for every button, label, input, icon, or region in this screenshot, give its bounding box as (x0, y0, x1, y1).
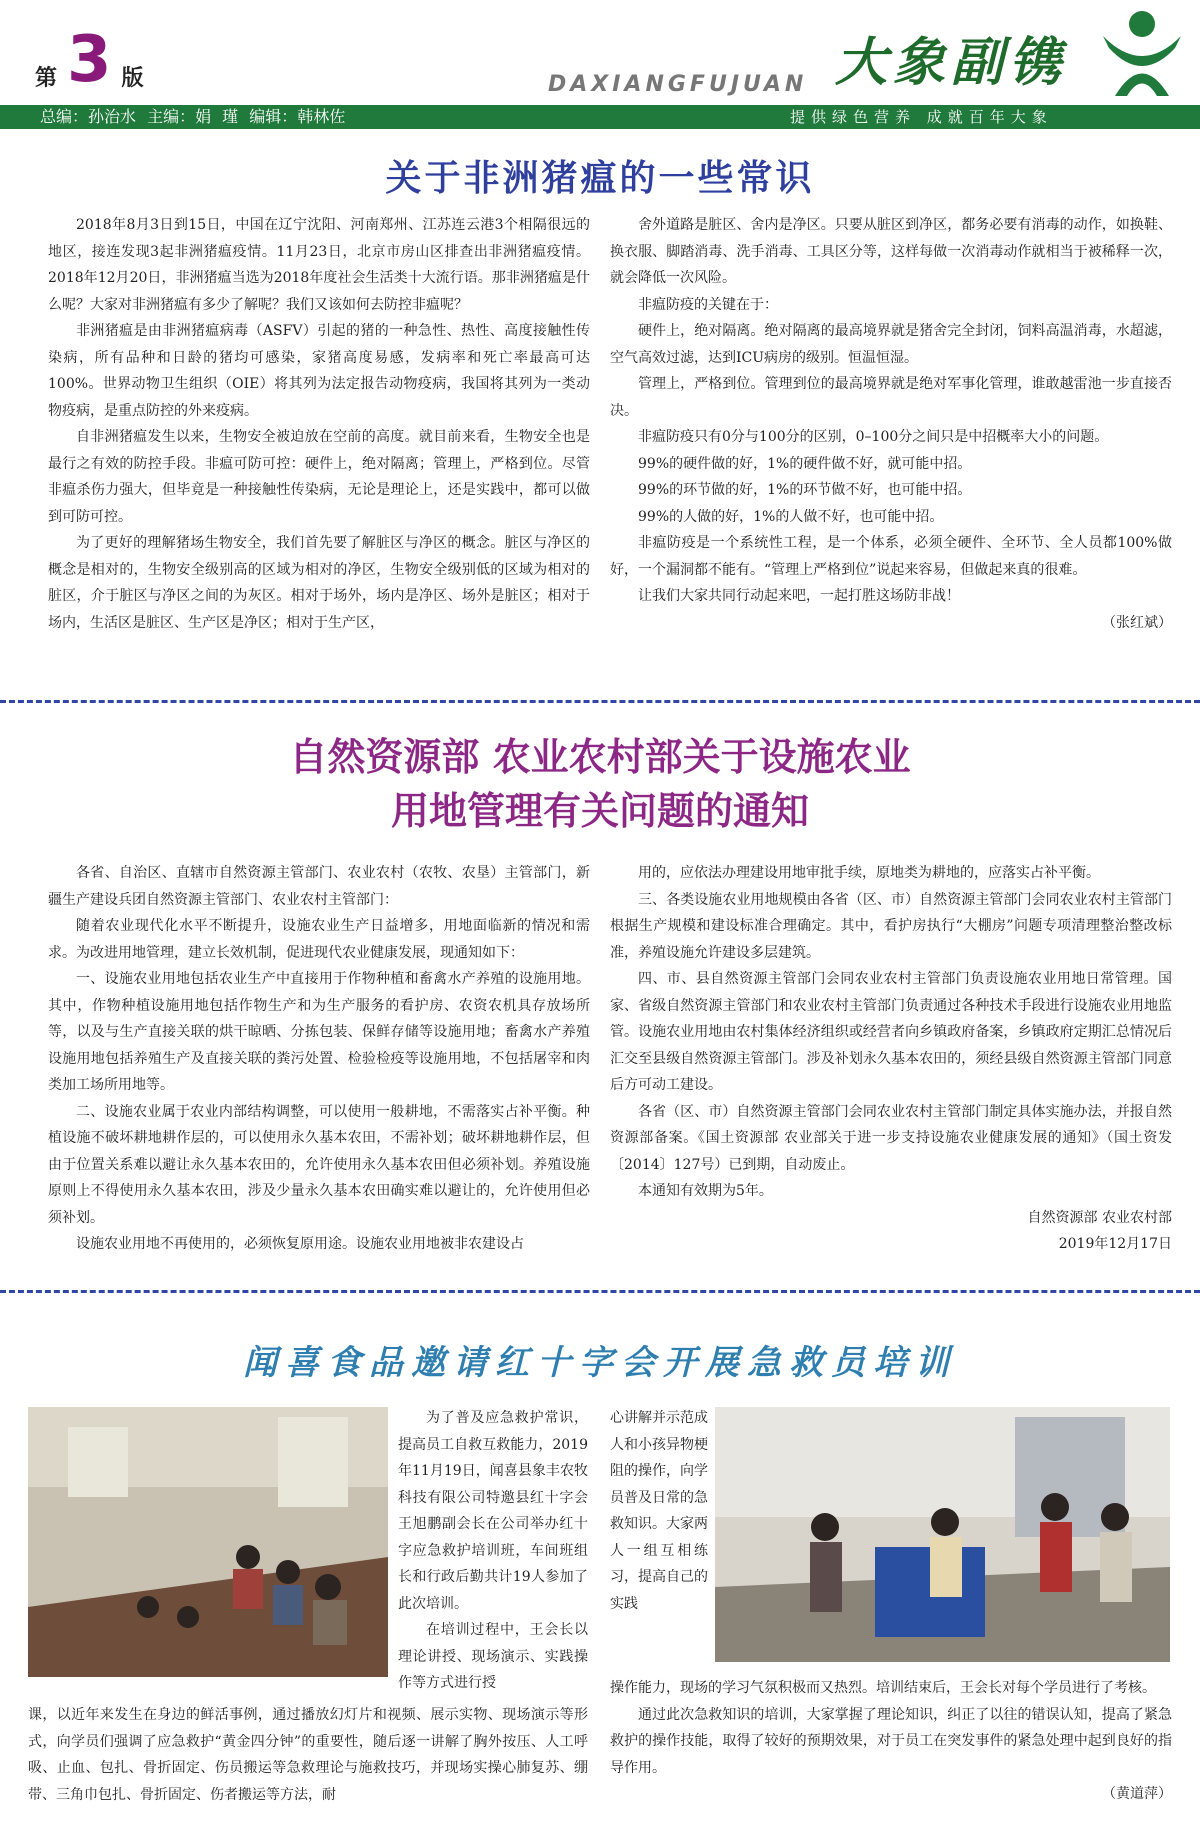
training-photo-practice (715, 1407, 1170, 1662)
masthead (0, 0, 1200, 135)
paragraph: 课，以近年来发生在身边的鲜活事例，通过播放幻灯片和视频、展示实物、现场演示等形式，向学员们强调了应急救护“黄金四分钟”的重要性，随后逐一讲解了胸外按压、人工呼吸、止血、包扎、骨折固定、伤员搬运等急救理论与施救技巧，并现场实操心肺复苏、绷带、三角巾包扎、骨折固定、伤者搬运等方法，耐 (28, 1707, 588, 1803)
paragraph: 设施农业用地不再使用的，必须恢复原用途。设施农业用地被非农建设占 (76, 1236, 524, 1252)
paragraph: 非洲猪瘟是由非洲猪瘟病毒（ASFV）引起的猪的一种急性、热性、高度接触性传染病，所有品种和日龄的猪均可感染，家猪高度易感，发病率和死亡率最高可达100%。世界动物卫生组织（OIE）将其列为法定报告动物疫病，我国将其列为一类动物疫病，是重点防控的外来疫病。 (48, 323, 590, 419)
article1-title: 关于非洲猪瘟的一些常识 (385, 158, 815, 199)
section-divider (0, 700, 1200, 703)
paragraph: 99%的硬件做的好，1%的硬件做不好，就可能中招。 (638, 455, 972, 472)
article3-title: 闻喜食品邀请红十字会开展急救员培训 (243, 1343, 957, 1383)
paragraph: 2019年12月17日 (1058, 1236, 1172, 1252)
paragraph: 舍外道路是脏区、舍内是净区。只要从脏区到净区，都务必要有消毒的动作，如换鞋、换衣服、脚踏消毒、洗手消毒、工具区分等，这样每做一次消毒动作就相当于被稀释一次，就会降低一次风险。 (610, 217, 1172, 286)
paragraph: 操作能力，现场的学习气氛积极而又热烈。培训结束后，王会长对每个学员进行了考核。 (610, 1680, 1156, 1696)
article3-column-b (610, 1405, 708, 1617)
paragraph: 三、各类设施农业用地规模由各省（区、市）自然资源主管部门会同农业农村主管部门根据生产规模和建设标准合理确定。其中，看护房执行“大棚房”问题专项清理整治整改标准，养殖设施允许建设多层建筑。 (610, 891, 1172, 961)
article2-left-column (48, 860, 590, 1258)
paragraph: 自非洲猪瘟发生以来，生物安全被迫放在空前的高度。就目前来看，生物安全也是最行之有效的防控手段。非瘟可防可控：硬件上，绝对隔离；管理上，严格到位。尽管非瘟杀伤力强大，但毕竟是一种接触性传染病，无论是理论上，还是实践中，都可以做到可防可控。 (48, 429, 590, 525)
paragraph: 二、设施农业属于农业内部结构调整，可以使用一般耕地，不需落实占补平衡。种植设施不破坏耕地耕作层的，可以使用永久基本农田，不需补划；破坏耕地耕作层，但由于位置关系难以避让永久基本农田的，允许使用永久基本农田但必须补划。养殖设施原则上不得使用永久基本农田，涉及少量永久基本农田确实难以避让的，允许使用但必须补划。 (48, 1103, 590, 1226)
paragraph: 管理上，严格到位。管理到位的最高境界就是绝对军事化管理，谁敢越雷池一步直接否决。 (610, 376, 1172, 419)
training-photo-classroom (28, 1407, 388, 1677)
paragraph: 通过此次急救知识的培训，大家掌握了理论知识，纠正了以往的错误认知，提高了紧急救护的操作技能，取得了较好的预期效果，对于员工在突发事件的紧急处理中起到良好的指导作用。 (610, 1706, 1172, 1776)
article2-title (0, 730, 1200, 838)
paragraph: 99%的人做的好，1%的人做不好，也可能中招。 (638, 508, 944, 525)
paragraph: 99%的环节做的好，1%的环节做不好，也可能中招。 (638, 482, 972, 498)
article3-bottom-left (28, 1702, 588, 1808)
paragraph: 硬件上，绝对隔离。绝对隔离的最高境界就是猪舍完全封闭，饲料高温消毒，水超滤，空气高效过滤，达到ICU病房的级别。恒温恒湿。 (610, 323, 1172, 366)
edition-suffix: 版 (121, 65, 144, 91)
article2-right-column (610, 860, 1172, 1258)
paragraph: 各省（区、市）自然资源主管部门会同农业农村主管部门制定具体实施办法，并报自然资源部备案。《国土资源部 农业部关于进一步支持设施农业健康发展的通知》（国土资发〔2014〕127号）已到期，自动废止。 (610, 1103, 1172, 1173)
masthead-pinyin: DAXIANGFUJUAN (548, 72, 808, 97)
article1-left-column (48, 212, 590, 636)
paragraph: 心讲解并示范成人和小孩异物梗阻的操作，向学员普及日常的急救知识。大家两人一组互相练习，提高自己的实践 (610, 1410, 708, 1612)
article1-right-column (610, 212, 1172, 636)
paragraph: 非瘟防疫只有0分与100分的区别，0–100分之间只是中招概率大小的问题。 (638, 429, 1109, 445)
paragraph: 四、市、县自然资源主管部门会同农业农村主管部门负责设施农业用地日常管理。国家、省级自然资源主管部门和农业农村主管部门负责通过各种技术手段进行设施农业用地监管。设施农业用地由农村集体经济组织或经营者向乡镇政府备案，乡镇政府定期汇总情况后汇交至县级自然资源主管部门。涉及补划永久基本农田的，须经县级自然资源主管部门同意后方可动工建设。 (610, 971, 1172, 1093)
paragraph: 用的，应依法办理建设用地审批手续，原地类为耕地的，应落实占补平衡。 (638, 865, 1100, 881)
editor-credits: 总编：孙治水 主编：娟 瑾 编辑：韩林佐 (40, 107, 346, 126)
paragraph: 随着农业现代化水平不断提升，设施农业生产日益增多，用地面临新的情况和需求。为改进用地管理，建立长效机制，促进现代农业健康发展，现通知如下： (48, 918, 590, 961)
edition-label (35, 23, 144, 97)
paragraph: 非瘟防疫是一个系统性工程，是一个体系，必须全硬件、全环节、全人员都100%做好，一个漏洞都不能有。“管理上严格到位”说起来容易，但做起来真的很难。 (610, 535, 1172, 578)
paragraph: 非瘟防疫的关键在于： (638, 296, 778, 313)
article3-column-a (398, 1405, 588, 1697)
paragraph: 让我们大家共同行动起来吧，一起打胜这场防非战！ (638, 588, 960, 604)
masthead-brand: 大象副镌 (835, 32, 1068, 93)
article2-title-line2: 用地管理有关问题的通知 (390, 789, 809, 833)
paragraph: 为了普及应急救护常识，提高员工自救互救能力，2019年11月19日，闻喜县象丰农牧科技有限公司特邀县红十字会王旭鹏副会长在公司举办红十字应急救护培训班，车间班组长和行政后勤共计19人参加了此次培训。 (398, 1410, 588, 1612)
paragraph: （张红斌） (1102, 614, 1172, 631)
paragraph: 为了更好的理解猪场生物安全，我们首先要了解脏区与净区的概念。脏区与净区的概念是相对的，生物安全级别高的区域为相对的净区，生物安全级别低的区域为相对的脏区，介于脏区与净区之间的为灰区。相对于场外，场内是净区、场外是脏区；相对于场内，生活区是脏区、生产区是净区；相对于生产区， (48, 535, 590, 631)
paragraph: 自然资源部 农业农村部 (1027, 1209, 1172, 1226)
article2-title-line1: 自然资源部 农业农村部关于设施农业 (289, 735, 911, 779)
elephant-logo-icon (1095, 6, 1190, 101)
paragraph: 2018年8月3日到15日，中国在辽宁沈阳、河南郑州、江苏连云港3个相隔很远的地区，接连发现3起非洲猪瘟疫情。11月23日，北京市房山区排查出非洲猪瘟疫情。2018年12月20日，非洲猪瘟当选为2018年度社会生活类十大流行语。那非洲猪瘟是什么呢？大家对非洲猪瘟有多少了解呢？我们又该如何去防控非瘟呢？ (48, 217, 590, 313)
paragraph: （黄道萍） (1102, 1786, 1172, 1802)
edition-number: 3 (67, 23, 112, 97)
section-divider (0, 1290, 1200, 1293)
paragraph: 本通知有效期为5年。 (638, 1183, 773, 1199)
edition-prefix: 第 (35, 65, 58, 91)
paragraph: 一、设施农业用地包括农业生产中直接用于作物种植和畜禽水产养殖的设施用地。其中，作物种植设施用地包括作物生产和为生产服务的看护房、农资农机具存放场所等，以及与生产直接关联的烘干晾晒、分拣包装、保鲜存储等设施用地；畜禽水产养殖设施用地包括养殖生产及直接关联的粪污处置、检验检疫等设施用地，不包括屠宰和肉类加工场所用地等。 (48, 971, 590, 1093)
paragraph: 在培训过程中，王会长以理论讲授、现场演示、实践操作等方式进行授 (398, 1622, 588, 1691)
article3-bottom-right (610, 1675, 1172, 1808)
masthead-slogan: 提供绿色营养 成就百年大象 (790, 108, 1053, 126)
paragraph: 各省、自治区、直辖市自然资源主管部门、农业农村（农牧、农垦）主管部门，新疆生产建设兵团自然资源主管部门、农业农村主管部门： (48, 865, 590, 908)
